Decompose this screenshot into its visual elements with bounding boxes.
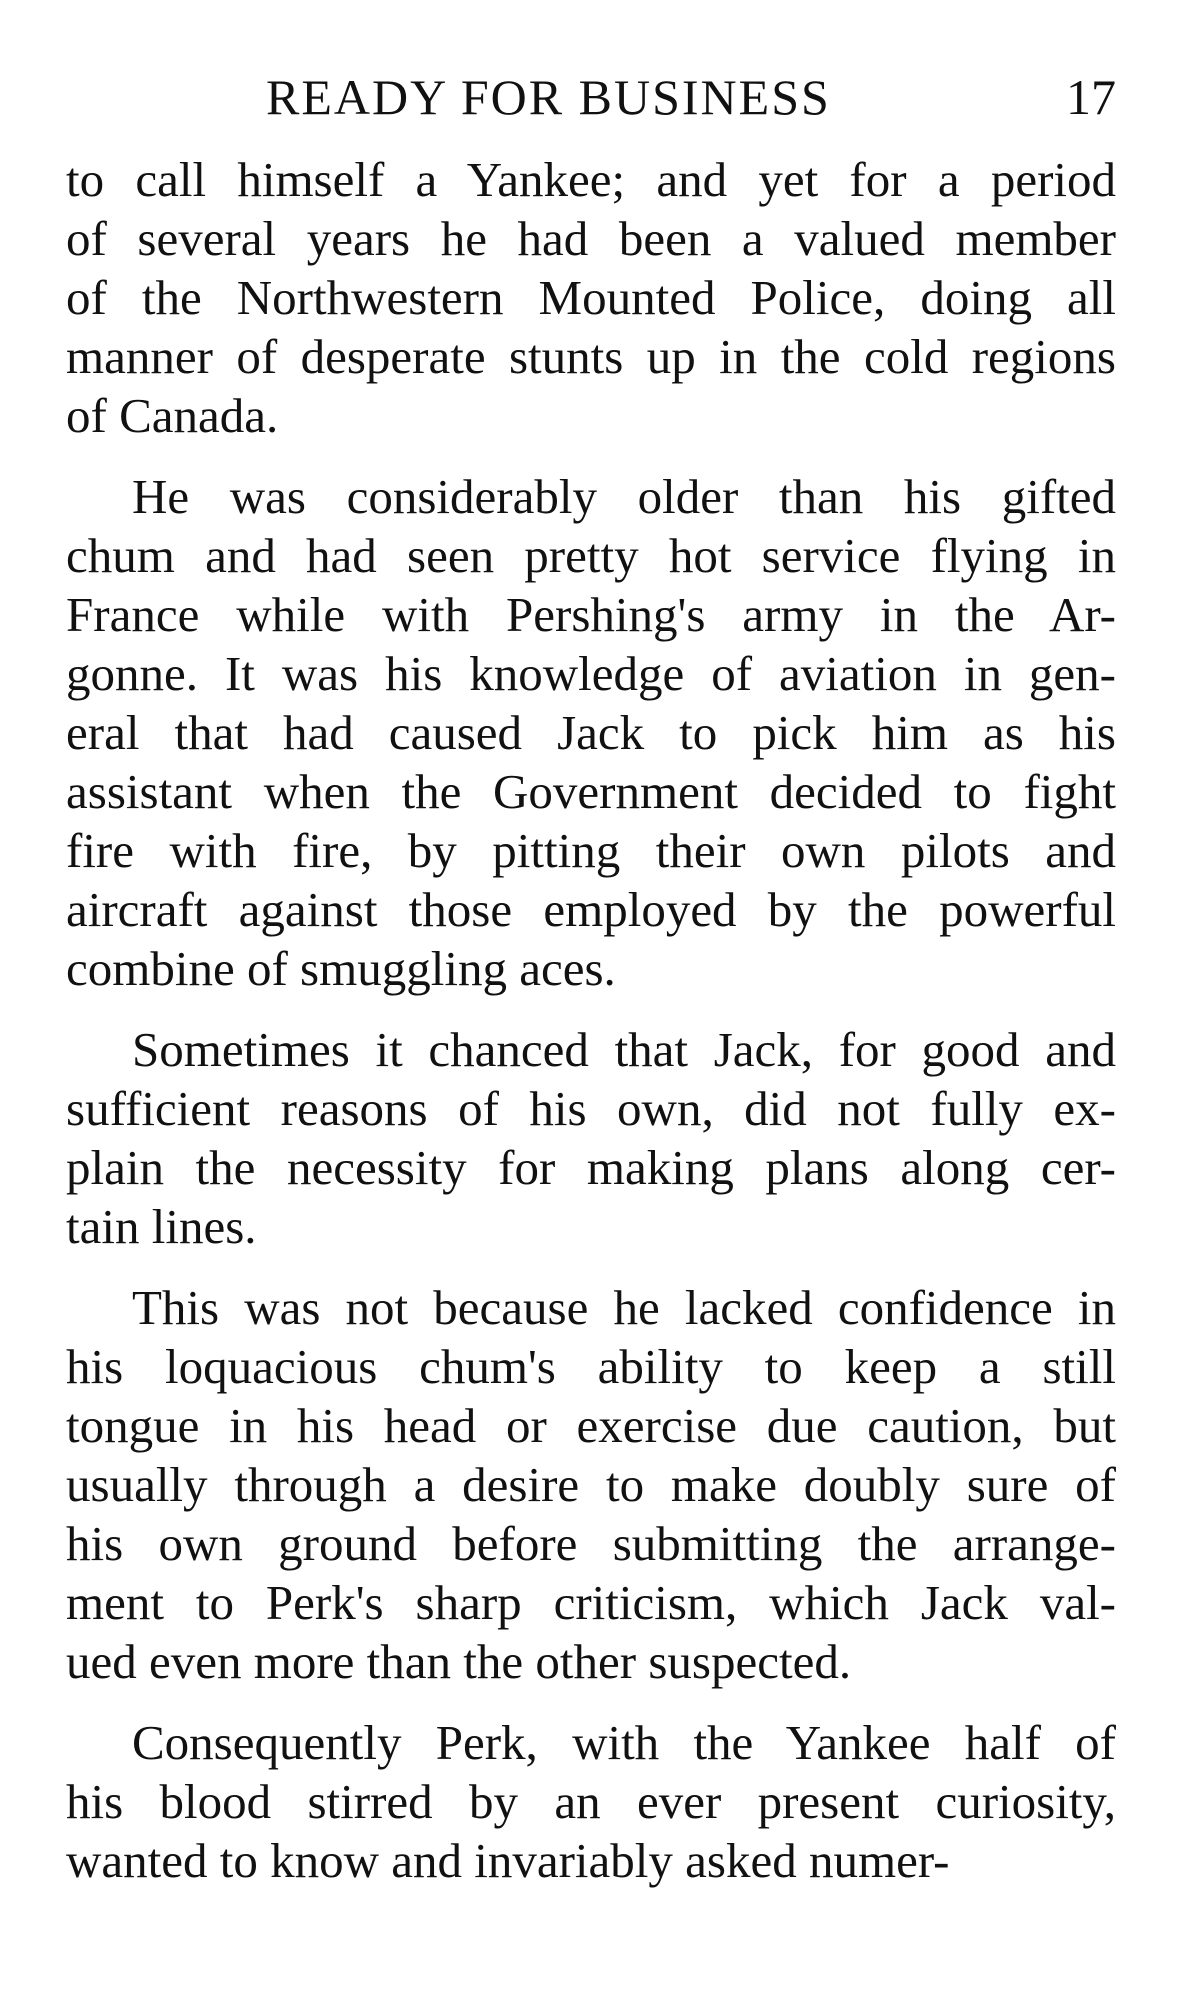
text-line: plain the necessity for making plans along cer- xyxy=(66,1140,1116,1195)
text-line: ued even more than the other suspected. xyxy=(66,1634,852,1689)
text-line: wanted to know and invariably asked numer- xyxy=(66,1833,950,1888)
text-line: He was considerably older than his gifted xyxy=(132,469,1116,524)
text-line: sufficient reasons of his own, did not fully ex- xyxy=(66,1081,1116,1136)
text-line: his own ground before submitting the arrange- xyxy=(66,1516,1116,1571)
text-line: of Canada. xyxy=(66,388,279,443)
text-line: usually through a desire to make doubly sure of xyxy=(66,1457,1116,1512)
text-line: tongue in his head or exercise due caution, but xyxy=(66,1398,1116,1453)
paragraph xyxy=(66,1713,1116,1890)
text-line: ment to Perk's sharp criticism, which Jack val- xyxy=(66,1575,1116,1630)
text-line: his blood stirred by an ever present curiosity, xyxy=(66,1774,1116,1829)
paragraph xyxy=(66,467,1116,998)
text-line: his loquacious chum's ability to keep a still xyxy=(66,1339,1116,1394)
paragraph xyxy=(66,1020,1116,1256)
page-number: 17 xyxy=(1066,69,1116,125)
text-line: fire with fire, by pitting their own pilots and xyxy=(66,823,1116,878)
text-line: gonne. It was his knowledge of aviation in gen- xyxy=(66,646,1116,701)
text-line: of the Northwestern Mounted Police, doing all xyxy=(66,270,1116,325)
text-line: Sometimes it chanced that Jack, for good and xyxy=(132,1022,1116,1077)
text-line: combine of smuggling aces. xyxy=(66,941,616,996)
text-line: manner of desperate stunts up in the cold regions xyxy=(66,329,1116,384)
paragraph xyxy=(66,150,1116,445)
running-head xyxy=(66,62,1116,132)
text-line: France while with Pershing's army in the Ar- xyxy=(66,587,1116,642)
text-line: to call himself a Yankee; and yet for a period xyxy=(66,152,1116,207)
text-line: eral that had caused Jack to pick him as his xyxy=(66,705,1116,760)
running-title: READY FOR BUSINESS xyxy=(266,69,831,125)
paragraph xyxy=(66,1278,1116,1691)
text-line: This was not because he lacked confidence in xyxy=(132,1280,1116,1335)
text-line: assistant when the Government decided to fight xyxy=(66,764,1116,819)
text-line: aircraft against those employed by the powerful xyxy=(66,882,1116,937)
body-text xyxy=(66,150,1116,1912)
text-line: chum and had seen pretty hot service flying in xyxy=(66,528,1116,583)
text-line: tain lines. xyxy=(66,1199,257,1254)
text-line: Consequently Perk, with the Yankee half of xyxy=(132,1715,1116,1770)
text-line: of several years he had been a valued member xyxy=(66,211,1116,266)
